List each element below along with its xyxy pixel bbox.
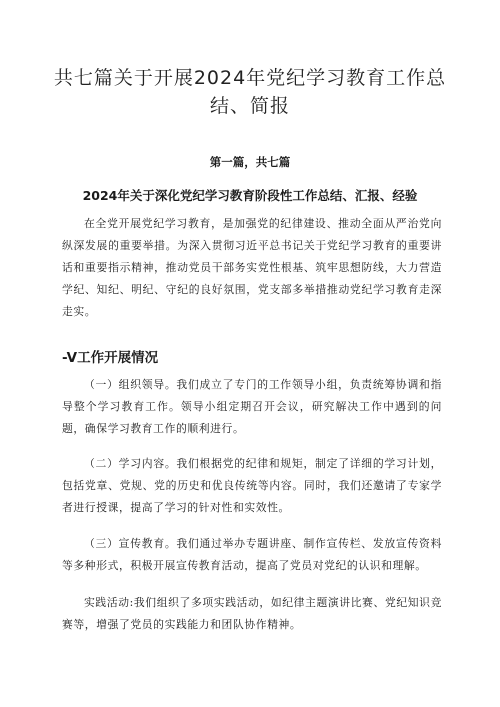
intro-paragraph: 在全党开展党纪学习教育，是加强党的纪律建设、推动全面从严治党向纵深发展的重要举措。为深入贯彻习近平总书记关于党纪学习教育的重要讲话和重要指示精神，推动党员干部务实党性根基、筑牢思想防线，大力营造学纪、知纪、明纪、守纪的良好氛围，党支部多举措推动党纪学习教育走深走实。 xyxy=(62,217,442,318)
document-title: 共七篇关于开展2024年党纪学习教育工作总结、简报 xyxy=(53,67,447,117)
part-heading: 2024年关于深化党纪学习教育阶段性工作总结、汇报、经验 xyxy=(82,188,418,203)
paragraph-learning-content: （二）学习内容。我们根据党的纪律和规矩，制定了详细的学习计划，包括党章、党规、党的历史和优良传统等内容。同时，我们还邀请了专家学者进行授课，提高了学习的针对性和实效性。 xyxy=(62,457,442,514)
section-heading-work-status: -V工作开展情况 xyxy=(62,350,159,366)
paragraph-publicity: （三）宣传教育。我们通过举办专题讲座、制作宣传栏、发放宣传资料等多种形式，积极开展宣传教育活动，提高了党员对党纪的认识和理解。 xyxy=(62,537,442,572)
part-label: 第一篇，共七篇 xyxy=(209,155,291,169)
paragraph-organization: （一）组织领导。我们成立了专门的工作领导小组，负责统筹协调和指导整个学习教育工作。领导小组定期召开会议，研究解决工作中遇到的问题，确保学习教育工作的顺利进行。 xyxy=(62,378,442,435)
paragraph-practice: 实践活动:我们组织了多项实践活动，如纪律主题演讲比赛、党纪知识竞赛等，增强了党员的实践能力和团队协作精神。 xyxy=(62,596,442,631)
